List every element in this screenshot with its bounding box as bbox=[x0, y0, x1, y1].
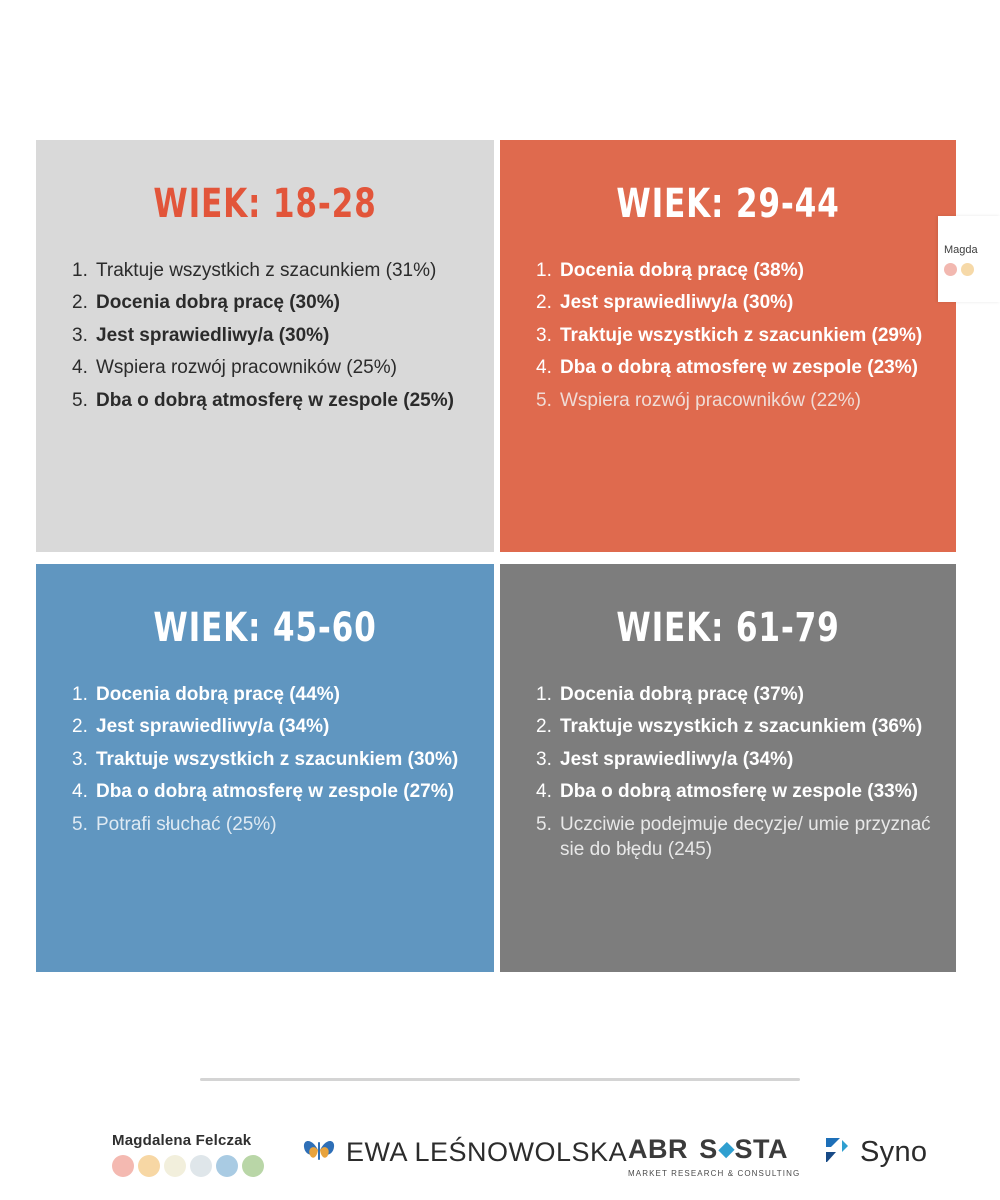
list-item-number: 2. bbox=[536, 292, 552, 314]
diamond-icon bbox=[718, 1141, 734, 1157]
edge-peek-card[interactable] bbox=[938, 216, 1000, 302]
list-item bbox=[536, 747, 934, 772]
list-item-number: 1. bbox=[536, 260, 552, 281]
dot-icon bbox=[961, 263, 974, 276]
list-item-number: 3. bbox=[536, 324, 552, 346]
list-item-label: Docenia dobrą pracę (44%) bbox=[96, 684, 340, 705]
list-item-label: Jest sprawiedliwy/a (30%) bbox=[96, 324, 330, 346]
list-item-label: Jest sprawiedliwy/a (34%) bbox=[560, 748, 794, 770]
list-item bbox=[72, 812, 472, 837]
list-item-number: 5. bbox=[72, 389, 88, 411]
list-item bbox=[536, 388, 934, 413]
list-item bbox=[72, 682, 472, 707]
list-item-number: 4. bbox=[72, 357, 88, 379]
panel-title: WIEK: 45-60 bbox=[153, 605, 377, 651]
syno-mark-icon bbox=[822, 1134, 852, 1171]
panel-age-61-79 bbox=[500, 564, 956, 972]
list-item-label: Traktuje wszystkich z szacunkiem (31%) bbox=[96, 260, 437, 281]
list-item-number: 1. bbox=[536, 684, 552, 705]
edge-card-dots bbox=[938, 263, 1000, 276]
dot-icon bbox=[190, 1155, 212, 1177]
list-item-label: Jest sprawiedliwy/a (30%) bbox=[560, 292, 794, 314]
butterfly-icon bbox=[302, 1136, 336, 1169]
footer-divider bbox=[200, 1078, 800, 1081]
dot-icon bbox=[944, 263, 957, 276]
list-item bbox=[536, 779, 934, 804]
list-item bbox=[536, 682, 934, 707]
list-item bbox=[72, 388, 472, 413]
list-item-number: 2. bbox=[536, 716, 552, 738]
panel-age-45-60 bbox=[36, 564, 494, 972]
list-item-label: Docenia dobrą pracę (30%) bbox=[96, 292, 340, 314]
ranking-list bbox=[58, 258, 472, 413]
list-item-number: 2. bbox=[72, 716, 88, 738]
logo-abr-right-post: STA bbox=[734, 1134, 788, 1164]
list-item-number: 3. bbox=[536, 748, 552, 770]
dot-icon bbox=[138, 1155, 160, 1177]
panel-title: WIEK: 29-44 bbox=[616, 181, 840, 227]
logo-syno-name: Syno bbox=[860, 1136, 928, 1168]
list-item-label: Uczciwie podejmuje decyzje/ umie przyznać sie do błędu (245) bbox=[560, 813, 931, 861]
list-item-label: Docenia dobrą pracę (37%) bbox=[560, 684, 804, 705]
list-item-number: 3. bbox=[72, 748, 88, 770]
list-item-number: 4. bbox=[536, 357, 552, 379]
panel-age-29-44 bbox=[500, 140, 956, 552]
list-item-label: Dba o dobrą atmosferę w zespole (33%) bbox=[560, 781, 918, 803]
logo-magdalena-name: Magdalena Felczak bbox=[112, 1132, 252, 1149]
list-item-label: Docenia dobrą pracę (38%) bbox=[560, 260, 804, 281]
logo-ewa-lesnowolska bbox=[302, 1136, 627, 1169]
list-item bbox=[72, 258, 472, 283]
logo-abr-tagline: MARKET RESEARCH & CONSULTING bbox=[628, 1169, 801, 1178]
ranking-list bbox=[522, 682, 934, 863]
list-item-label: Potrafi słuchać (25%) bbox=[96, 813, 277, 835]
ranking-list bbox=[522, 258, 934, 413]
list-item-number: 1. bbox=[72, 684, 88, 705]
logo-magdalena-felczak bbox=[112, 1132, 282, 1177]
list-item-label: Jest sprawiedliwy/a (34%) bbox=[96, 716, 330, 738]
list-item bbox=[536, 812, 934, 863]
list-item-label: Traktuje wszystkich z szacunkiem (36%) bbox=[560, 716, 923, 738]
list-item-number: 5. bbox=[72, 813, 88, 835]
ranking-list bbox=[58, 682, 472, 837]
list-item-number: 4. bbox=[72, 781, 88, 803]
dot-icon bbox=[112, 1155, 134, 1177]
logo-abr-sesta bbox=[628, 1134, 801, 1178]
list-item-label: Traktuje wszystkich z szacunkiem (29%) bbox=[560, 324, 923, 346]
edge-card-label: Magda bbox=[944, 244, 978, 256]
list-item bbox=[536, 714, 934, 739]
list-item-label: Wspiera rozwój pracowników (25%) bbox=[96, 357, 397, 379]
list-item-number: 2. bbox=[72, 292, 88, 314]
list-item-number: 3. bbox=[72, 324, 88, 346]
list-item bbox=[72, 355, 472, 380]
list-item bbox=[72, 290, 472, 315]
footer-logo-bar bbox=[0, 1112, 1000, 1192]
logo-syno bbox=[822, 1134, 927, 1171]
list-item bbox=[72, 323, 472, 348]
list-item bbox=[536, 290, 934, 315]
list-item-number: 5. bbox=[536, 813, 552, 835]
logo-abr-left: ABR bbox=[628, 1134, 688, 1164]
logo-magdalena-dots bbox=[112, 1155, 282, 1177]
list-item bbox=[72, 747, 472, 772]
list-item-label: Wspiera rozwój pracowników (22%) bbox=[560, 389, 861, 411]
list-item bbox=[72, 714, 472, 739]
list-item-number: 5. bbox=[536, 389, 552, 411]
list-item-label: Traktuje wszystkich z szacunkiem (30%) bbox=[96, 748, 459, 770]
list-item bbox=[536, 355, 934, 380]
list-item bbox=[536, 258, 934, 283]
panel-title: WIEK: 18-28 bbox=[153, 181, 377, 227]
logo-abr-right-pre: S bbox=[699, 1134, 718, 1164]
logo-abr-wordmark bbox=[628, 1134, 788, 1165]
list-item-number: 4. bbox=[536, 781, 552, 803]
panel-age-18-28 bbox=[36, 140, 494, 552]
list-item bbox=[536, 323, 934, 348]
list-item-label: Dba o dobrą atmosferę w zespole (25%) bbox=[96, 389, 454, 411]
logo-ewa-name: EWA LEŚNOWOLSKA bbox=[346, 1137, 628, 1167]
list-item-label: Dba o dobrą atmosferę w zespole (23%) bbox=[560, 357, 918, 379]
dot-icon bbox=[242, 1155, 264, 1177]
dot-icon bbox=[216, 1155, 238, 1177]
list-item bbox=[72, 779, 472, 804]
panel-title: WIEK: 61-79 bbox=[616, 605, 840, 651]
list-item-label: Dba o dobrą atmosferę w zespole (27%) bbox=[96, 781, 454, 803]
list-item-number: 1. bbox=[72, 260, 88, 281]
dot-icon bbox=[164, 1155, 186, 1177]
